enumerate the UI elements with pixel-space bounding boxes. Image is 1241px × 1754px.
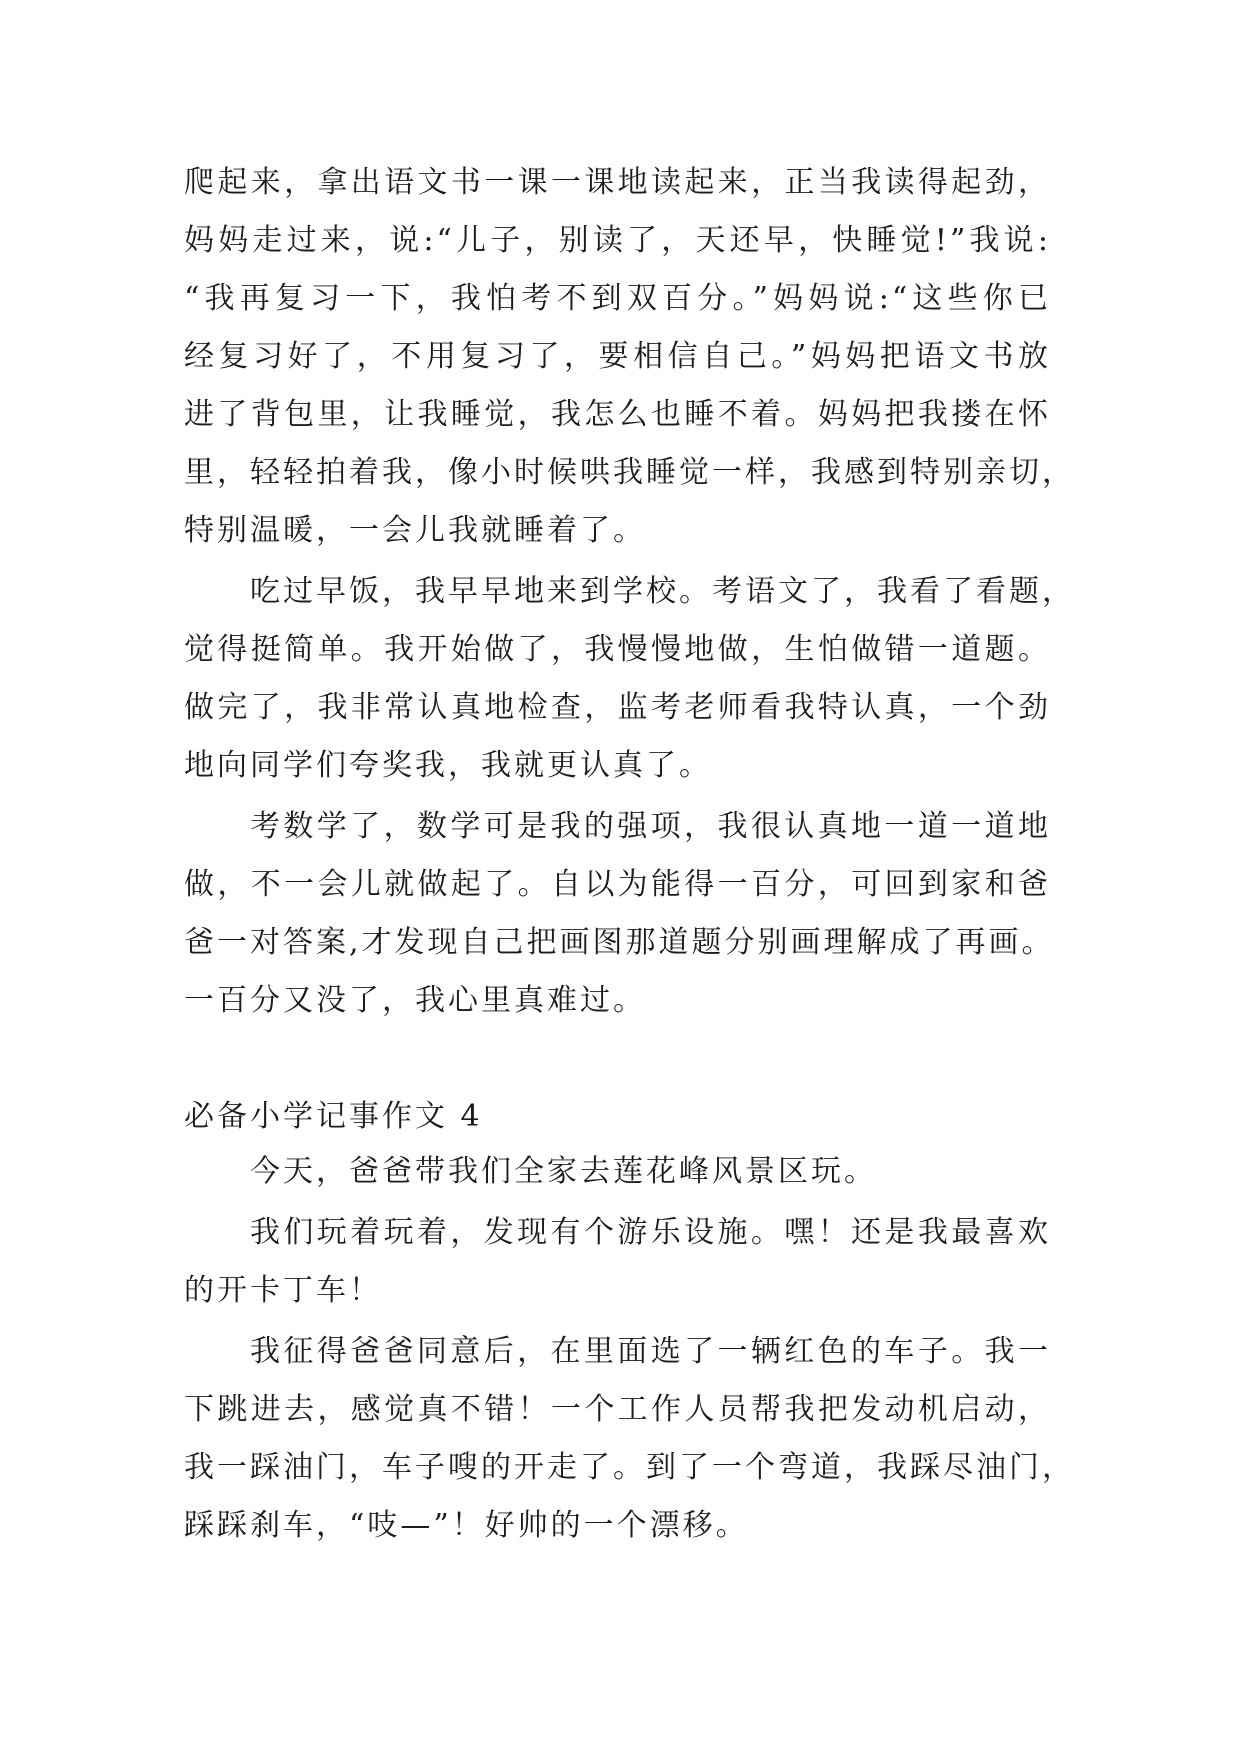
text-line: 我征得爸爸同意后，在里面选了一辆红色的车子。我一 [250, 1334, 1051, 1369]
section-heading: 必备小学记事作文 4 [184, 1099, 483, 1134]
paragraph [184, 798, 1055, 1030]
paragraph [184, 563, 1075, 795]
paragraph [184, 1323, 1075, 1555]
essay-4 [184, 1088, 1075, 1555]
text-line: 下跳进去，感觉真不错！一个工作人员帮我把发动机启动， [184, 1392, 1051, 1427]
essay-continuation [184, 154, 1075, 1030]
paragraph [184, 154, 1075, 560]
text-line: 一百分又没了，我心里真难过。 [184, 983, 646, 1018]
document-page [184, 154, 1075, 1555]
text-line: 觉得挺简单。我开始做了，我慢慢地做，生怕做错一道题。 [184, 632, 1051, 667]
text-line: 里，轻轻拍着我，像小时候哄我睡觉一样，我感到特别亲切， [184, 455, 1075, 490]
text-line: 踩踩刹车，“吱—”！好帅的一个漂移。 [184, 1508, 749, 1543]
text-line: 考数学了，数学可是我的强项，我很认真地一道一道地 [250, 809, 1051, 844]
paragraph [184, 1204, 1051, 1320]
paragraph [184, 1143, 1051, 1201]
text-line: 的开卡丁车！ [184, 1273, 382, 1308]
text-line: 妈妈走过来，说:“儿子，别读了，天还早，快睡觉!”我说: [184, 223, 1051, 258]
text-line: 我一踩油门，车子嗖的开走了。到了一个弯道，我踩尽油门， [184, 1450, 1075, 1485]
text-line: “我再复习一下，我怕考不到双百分。”妈妈说:“这些你已 [184, 281, 1051, 316]
text-line: 爬起来，拿出语文书一课一课地读起来，正当我读得起劲， [184, 165, 1051, 200]
text-line: 我们玩着玩着，发现有个游乐设施。嘿！还是我最喜欢 [250, 1215, 1051, 1250]
text-line: 进了背包里，让我睡觉，我怎么也睡不着。妈妈把我搂在怀 [184, 397, 1051, 432]
text-line: 做，不一会儿就做起了。自以为能得一百分，可回到家和爸 [184, 867, 1051, 902]
text-line: 经复习好了，不用复习了，要相信自己。”妈妈把语文书放 [184, 339, 1051, 374]
text-line: 吃过早饭，我早早地来到学校。考语文了，我看了看题， [250, 574, 1075, 609]
text-line: 地向同学们夸奖我，我就更认真了。 [184, 748, 712, 783]
text-line: 做完了，我非常认真地检查，监考老师看我特认真，一个劲 [184, 690, 1051, 725]
text-line: 特别温暖，一会儿我就睡着了。 [184, 513, 646, 548]
text-line: 今天，爸爸带我们全家去莲花峰风景区玩。 [250, 1154, 877, 1189]
text-line: 爸一对答案,才发现自己把画图那道题分别画理解成了再画。 [184, 925, 1055, 960]
